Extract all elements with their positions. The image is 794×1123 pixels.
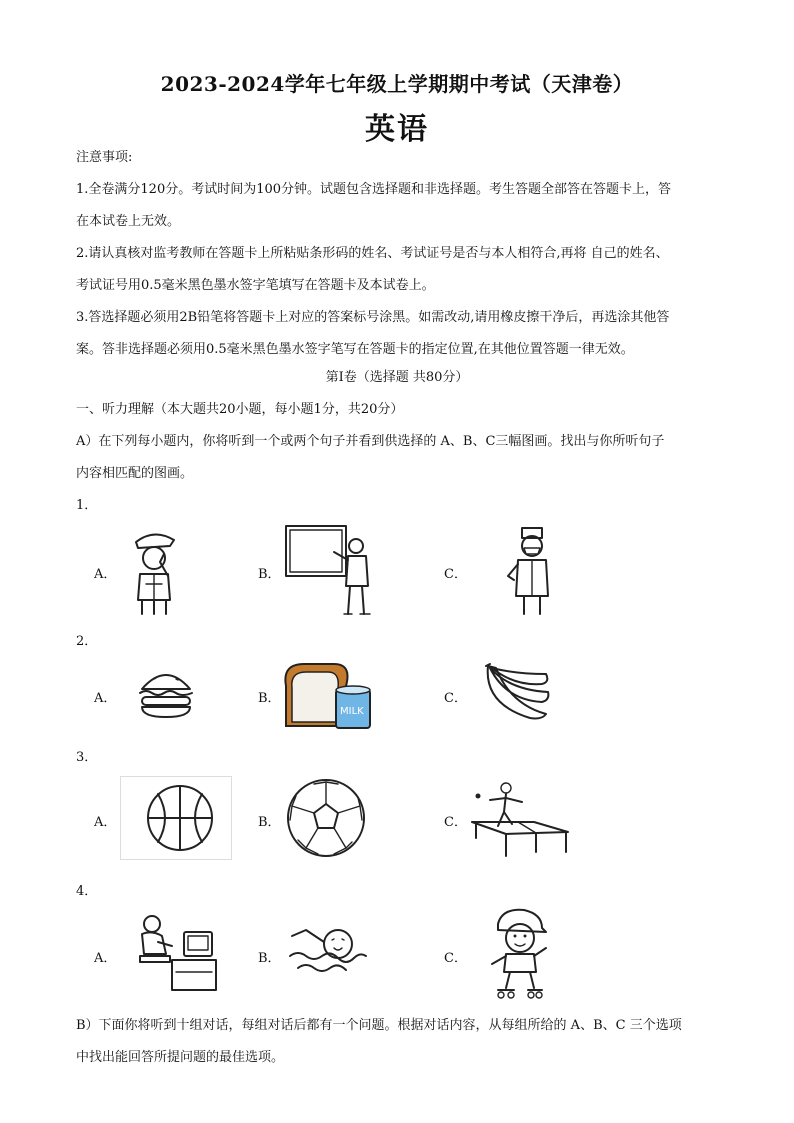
note-item-3-line-2: 案。答非选择题必须用0.5毫米黑色墨水签字笔写在答题卡的指定位置,在其他位置答题一律无效。: [76, 342, 634, 357]
note-item-1-line-1: 1.全卷满分120分。考试时间为100分钟。试题包含选择题和非选择题。考生答题全部答在答题卡上，答: [76, 182, 672, 197]
question-number: 3．: [76, 750, 98, 765]
subject-title: 英语: [365, 112, 429, 147]
note-item-2-line-2: 考试证号用0.5毫米黑色墨水签字笔填写在答题卡及本试卷上。: [76, 278, 435, 293]
section-one-title: 一、听力理解（本大题共20小题，每小题1分，共20分）: [76, 402, 404, 417]
note-item-3-line-1: 3.答选择题必须用2B铅笔将答题卡上对应的答案标号涂黑。如需改动,请用橡皮擦干净后，再选涂其他答: [76, 310, 670, 325]
basketball-icon: [120, 776, 232, 860]
question-number: 1．: [76, 498, 98, 513]
option-label: A．: [94, 691, 117, 706]
hamburger-icon: [136, 665, 196, 721]
part-one-title: 第I卷（选择题 共80分）: [325, 370, 469, 385]
question-number: 4．: [76, 884, 98, 899]
option-label: C．: [444, 567, 467, 582]
police-officer-saluting-icon: [124, 522, 184, 618]
section-b-instruction-line-1: B）下面你将听到十组对话，每组对话后都有一个问题。根据对话内容，从每组所给的 A、B、C 三个选项: [76, 1018, 682, 1033]
roller-skating-icon: [488, 906, 548, 1002]
bananas-icon: [480, 660, 552, 732]
question-number: 2．: [76, 634, 98, 649]
option-label: B．: [258, 815, 281, 830]
note-item-2-line-1: 2.请认真核对监考教师在答题卡上所粘贴条形码的姓名、考试证号是否与本人相符合,再将 自己的姓名、: [76, 246, 669, 261]
option-label: B．: [258, 691, 281, 706]
option-label: C．: [444, 951, 467, 966]
option-label: C．: [444, 691, 467, 706]
option-label: A．: [94, 815, 117, 830]
swimming-icon: [288, 922, 368, 978]
doctor-with-mask-icon: [502, 520, 562, 618]
section-a-instruction-line-2: 内容相匹配的图画。: [76, 466, 194, 481]
bread-and-milk-icon: [282, 656, 378, 732]
computer-gaming-icon: [136, 912, 220, 992]
table-tennis-icon: [470, 778, 570, 860]
option-label: A．: [94, 951, 117, 966]
option-label: B．: [258, 951, 281, 966]
teacher-at-blackboard-icon: [284, 522, 380, 618]
option-label: A．: [94, 567, 117, 582]
milk-label: MILK: [340, 706, 364, 717]
exam-title: 2023-2024学年七年级上学期期中考试（天津卷）: [160, 72, 634, 96]
soccer-ball-icon: [284, 776, 368, 860]
section-a-instruction-line-1: A）在下列每小题内，你将听到一个或两个句子并看到供选择的 A、B、C三幅图画。找出与你所听句子: [76, 434, 665, 449]
note-item-1-line-2: 在本试卷上无效。: [76, 214, 181, 229]
option-label: C．: [444, 815, 467, 830]
option-label: B．: [258, 567, 281, 582]
section-b-instruction-line-2: 中找出能回答所提问题的最佳选项。: [76, 1050, 285, 1065]
notes-heading: 注意事项:: [76, 150, 133, 165]
